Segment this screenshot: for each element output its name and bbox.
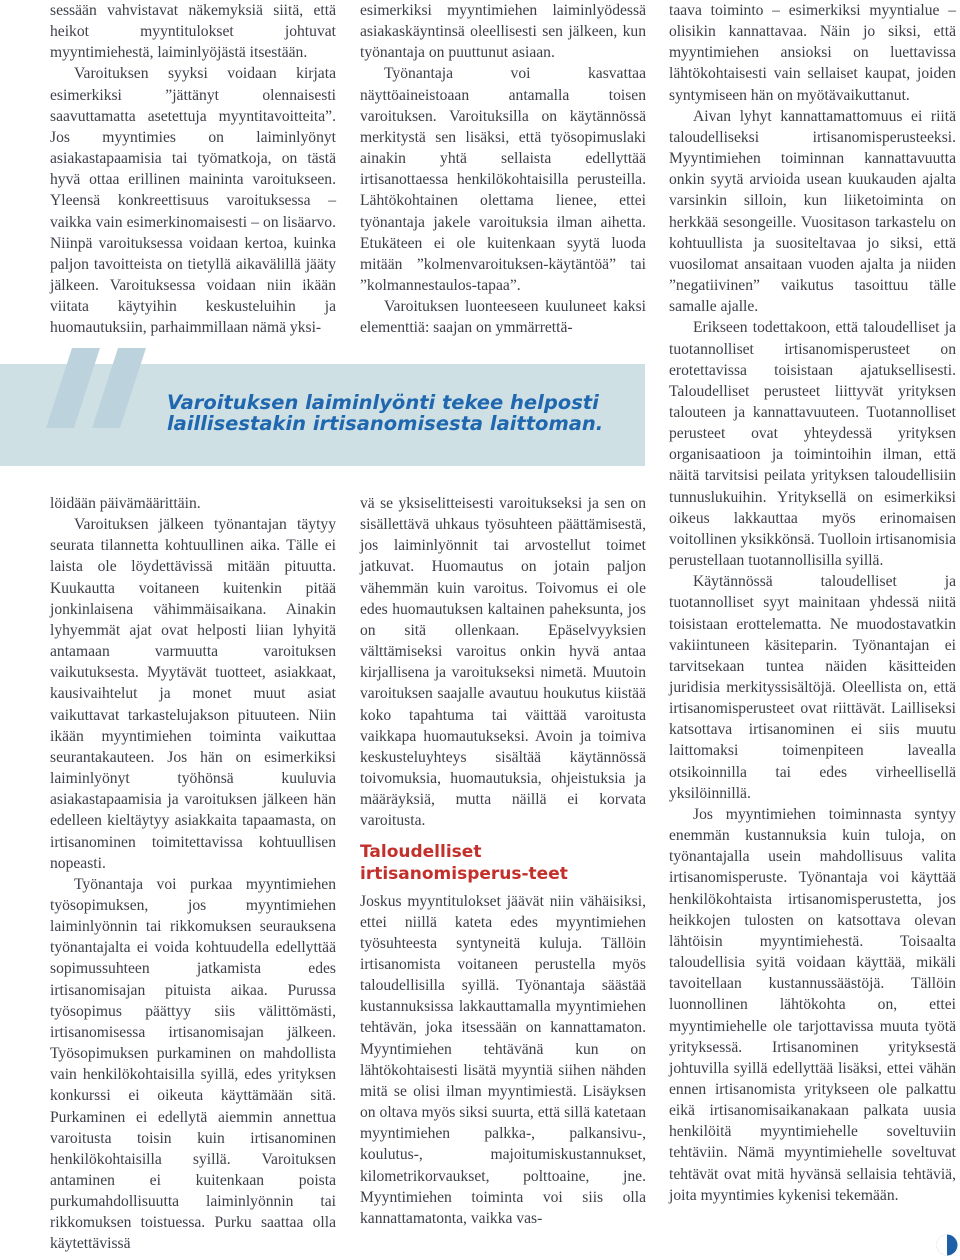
- paragraph: taava toiminto – esimerkiksi myyntialue – olisikin kannattavaa. Näin jo siksi, että myyntimiehen ansioksi on luettavissa lähtökohtaisesti vain sellaiset kaupat, joiden syntymiseen hän on myötävaikuttanut.: [669, 2, 956, 104]
- column-2-bottom: [360, 493, 646, 1229]
- paragraph: Työnantaja voi kasvattaa näyttöaineistoaan antamalla toisen varoituksen. Varoituksilla on käytännössä merkitystä sen lisäksi, että työsopimuslaki ainakin yhtä sellaista edellyttää irtisanottaessa henkilökohtaisilla perusteilla. Lähtökohtainen olettama lienee, ettei työnantaja jakele varoituksia ilman aihetta. Etukäteen ei ole kuitenkaan syytä luoda mitään ”kolmenvaroituksen-käytäntöä” tai ”kolmannestaulos-tapaa”.: [360, 65, 646, 295]
- column-1-bottom: [50, 493, 336, 1255]
- section-heading: Taloudelliset irtisanomisperus-teet: [360, 841, 568, 884]
- column-1-top: [50, 0, 336, 339]
- paragraph: sessään vahvistavat näkemyksiä siitä, että heikot myyntitulokset johtuvat myyntimiehestä, laiminlyöjästä itsestään.: [50, 2, 336, 62]
- paragraph: esimerkiksi myyntimiehen laiminlyödessä asiakaskäyntinsä oleellisesti sen jälkeen, kun työnantaja on puuttunut asiaan.: [360, 2, 646, 62]
- pull-quote-line: laillisestakin irtisanomisesta laittoman.: [167, 412, 604, 435]
- paragraph: Varoituksen jälkeen työnantajan täytyy seurata tilannetta kohtuullinen aika. Tälle ei laista ole löydettävissä mitään pituutta. Kuukautta voitaneen kuitenkin pitää jonkinlaisena vähimmäisaikana. Ainakin lyhyemmät ajat ovat helposti liian lyhyitä antamaan varmuutta varoituksen vaikutuksesta. Myytävät tuotteet, asiakkaat, kausivaihtelut ja monet muut asiat vaikuttavat tarkastelujakson pituuteen. Niin ikään myyntimiehen toiminta vaikuttaa seurantakauteen. Jos hän on esimerkiksi laiminlyönyt työhönsä kuuluvia asiakastapaamisia ja varoituksen jälkeen hän edelleen kieltäytyy asiakkaita tapaamasta, on irtisanominen toimitettavissa kohtuullisen nopeasti.: [50, 516, 336, 872]
- pull-quote-line: Varoituksen laiminlyönti tekee helposti: [167, 391, 599, 414]
- paragraph: Varoituksen luonteeseen kuuluneet kaksi elementtiä: saajan on ymmärrettä-: [360, 298, 646, 337]
- pull-quote: [167, 392, 637, 434]
- paragraph: Työnantaja voi purkaa myyntimiehen työsopimuksen, jos myyntimiehen laiminlyönnin tai rikkomuksen seurauksena työnantajalta ei voida kohtuudella edellyttää sopimussuhteen jatkamista edes irtisanomisajan pituista aikaa. Purussa työsopimus päättyy siis välittömästi, irtisanomisessa irtisanomisajan jälkeen. Työsopimuksen purkaminen on mahdollista vain henkilökohtaisilla syillä, edes yrityksen konkurssi ei oikeuta käyttämään sitä. Purkaminen ei edellytä aiemmin annettua varoitusta toisin kuin irtisanominen henkilökohtaisilla syillä. Varoituksen antaminen ei kuitenkaan poista purkumahdollisuutta laiminlyönnin tai rikkomuksen toistuessa. Purku saattaa olla käytettävissä: [50, 875, 336, 1253]
- paragraph: vä se yksiselitteisesti varoitukseksi ja sen on sisällettävä uhkaus työsuhteen päättämisestä, jos laiminlyönnit tai arvostellut toimet jatkuvat. Huomautus on jotain paljon vähemmän kuin varoitus. Toivomus ei ole edes huomautuksen kaltainen paheksunta, jos on sitä ollenkaan. Epäselvyyksien välttämiseksi varoitus onkin hyvä antaa kirjallisena ja varoitukseksi nimetä. Muutoin varoituksen saajalle avautuu houkutus kiistää koko tapahtuma tai väittää varoitusta vaikkapa huomautukseksi. Avoin ja toimiva keskusteluyhteys sisältää käytännössä toivomuksia, huomautuksia, ohjeistuksia ja määräyksiä, mutta näillä ei korvata varoitusta.: [360, 495, 646, 830]
- paragraph: Aivan lyhyt kannattamattomuus ei riitä taloudelliseksi irtisanomisperusteeksi. Myyntimiehen toiminnan kannattavuutta onkin syytä arvioida usean kuukauden ajalta varsinkin silloin, kun liiketoiminta on herkkää sesongeille. Vuositason tarkastelu on kohtuullista ja suositeltavaa jo siksi, että vuosilomat ansaitaan vuoden ajalta ja niiden ”negatiivinen” vaikutus tasoittuu tälle samalle ajalle.: [669, 107, 956, 316]
- article-end-icon: [936, 1234, 958, 1256]
- paragraph: Jos myyntimiehen toiminnasta syntyy enemmän kustannuksia kuin tuloja, on työnantajalla usein mahdollisuus valita irtisanomisperuste. Työnantaja voi käyttää henkilökohtaista irtisanomisperustetta, jos heikkojen tulosten on katsottava olevan lähtöisin myyntimiehestä. Toisaalta taloudellisia syitä voidaan käyttää, mikäli tavoitellaan kustannussäästöjä. Tällöin luonnollinen lähtökohta on, ettei myyntimiehelle ole tarjottavissa muuta työtä yrityksessä. Irtisanominen yrityksestä johtuvilla syillä edellyttää lisäksi, ettei vähän ennen irtisanomista yritykseen ole palkattu eikä irtisanomisaikanakaan palkata uusia henkilöitä myyntimiehelle soveltuviin tehtäviin. Nämä myyntimiehelle soveltuvat tehtävät ovat mitä hyvänsä sellaisia tehtäviä, joita myyntimies kykenisi tekemään.: [669, 805, 956, 1204]
- paragraph: Joskus myyntitulokset jäävät niin vähäisiksi, ettei niillä kateta edes myyntimiehen työsuhteesta syntyneitä kuluja. Tällöin irtisanomista voitaneen perustella myös taloudellisilla syillä. Työnantaja säästää kustannuksissa lakkauttamalla myyntimiehen tehtävän, joka itsessään on kannattamaton. Myyntimiehen tehtävänä kun on lähtökohtaisesti lisätä myyntiä siihen nähden mitä se olisi ilman myyntimiestä. Lisäyksen on oltava myös siksi suurta, että sillä katetaan myyntimiehen palkka-, palkansivu-, koulutus-, majoitumiskustannukset, kilometrikorvaukset, polttoaine, jne. Myyntimiehen toiminta voi siis olla kannattamatonta, vaikka vas-: [360, 892, 646, 1227]
- column-2-top: [360, 0, 646, 339]
- paragraph: Erikseen todettakoon, että taloudelliset ja tuotannolliset irtisanomisperusteet on erotettavissa toisistaan ajatuksellisesti. Taloudelliset perusteet liittyvät yrityksen talouteen ja kannattavuuteen. Tuotannolliset perusteet ovat yhteydessä yrityksen organisaatioon ja toimintoihin ilman, että näitä tarvitsisi peilata yrityksen taloudellisiin tunnuslukuihin. Yrityksellä on esimerkiksi oikeus lakkauttaa myös erinomaisen voitollinen yksikkönsä. Tuolloin irtisanomisia perustellaan tuotannollisilla syillä.: [669, 319, 956, 570]
- paragraph: Käytännössä taloudelliset ja tuotannolliset syyt mainitaan yhdessä niitä toisistaan erottelematta. Ne muodostavatkin vakiintuneen käsiteparin. Työnantajan ei tarvitsekaan tuntea näiden käsitteiden juridisia merkityssisältöjä. Oleellista on, että irtisanomisperusteet ovat riittävät. Lailliseksi katsottava irtisanominen ei siis muutu laittomaksi toimenpiteen lavealla otsikoinnilla tai edes virheellisellä yksilöinnillä.: [669, 573, 956, 802]
- column-3: [669, 0, 956, 1206]
- paragraph: löidään päivämäärittäin.: [50, 495, 201, 512]
- paragraph: Varoituksen syyksi voidaan kirjata esimerkiksi ”jättänyt olennaisesti saavuttamatta asetettuja myyntitavoitteita”. Jos myyntimies on laiminlyönyt asiakastapaamisia tai työmatkoja, on tästä hyvä ottaa erillinen maininta varoitukseen. Yleensä konkreettisuus varoituksessa – vaikka vain esimerkinomaisesti – on lisäarvo. Niinpä varoituksessa voidaan kertoa, kuinka paljon tavoitteista on tietyllä aikavälillä jääty jälkeen. Varoituksessa voidaan niin ikään viitata käytyihin keskusteluihin ja huomautuksiin, parhaimmillaan nämä yksi-: [50, 65, 336, 337]
